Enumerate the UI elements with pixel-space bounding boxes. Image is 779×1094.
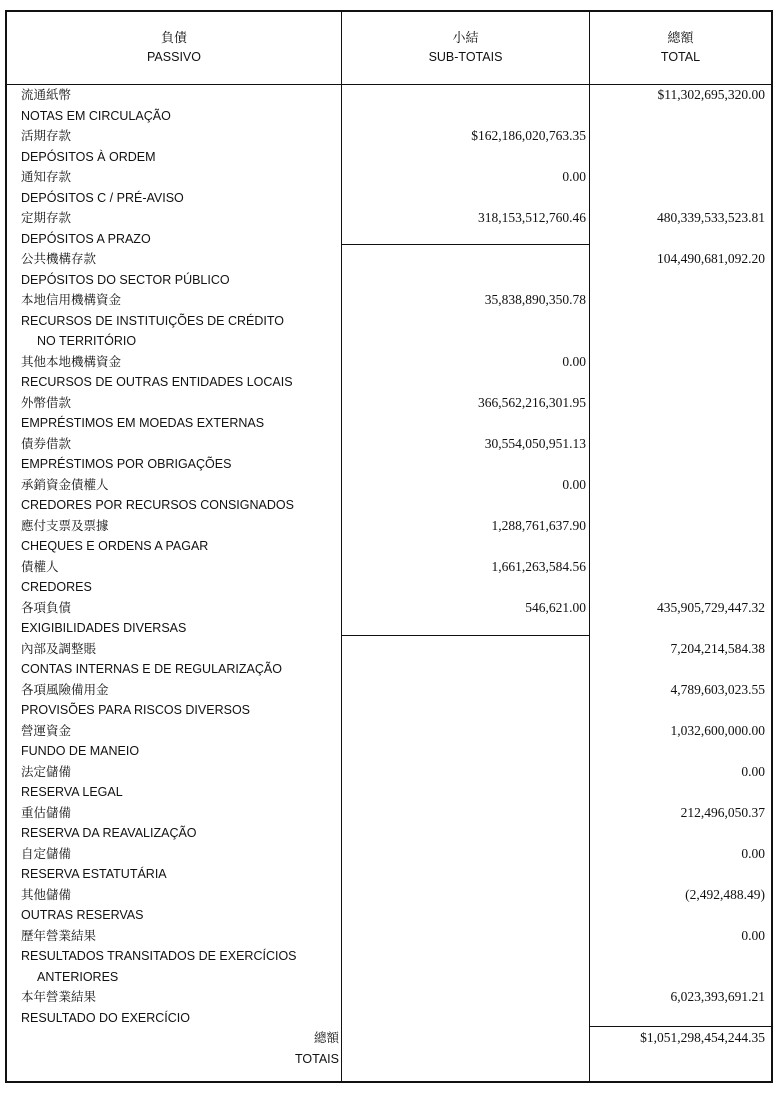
item-label-pt: RESERVA ESTATUTÁRIA	[21, 867, 167, 881]
item-label-zh-text: 歷年營業結果	[21, 927, 97, 943]
item-label-pt: CHEQUES E ORDENS A PAGAR	[21, 539, 209, 553]
item-label-zh	[7, 557, 771, 578]
item-label-zh	[7, 126, 771, 147]
totals-label-pt: TOTAIS	[295, 1051, 339, 1066]
item-label-zh-text: 外幣借款	[21, 394, 72, 410]
total-value: 104,490,681,092.20	[657, 251, 765, 266]
item-label-zh	[7, 434, 771, 455]
header-subtotais	[342, 12, 589, 84]
item-label-zh	[7, 249, 771, 270]
ledger-item	[7, 249, 771, 290]
item-label-zh-text: 應付支票及票據	[21, 517, 109, 533]
item-label-zh	[7, 680, 771, 701]
ledger-item	[7, 85, 771, 126]
total-value: (2,492,488.49)	[685, 886, 765, 902]
ledger-item	[7, 721, 771, 762]
ledger-item	[7, 987, 771, 1028]
subtotal-value: $162,186,020,763.35	[471, 128, 586, 143]
subtotal-value: 318,153,512,760.46	[478, 210, 586, 225]
item-label-zh	[7, 475, 771, 496]
ledger-body	[7, 85, 771, 1069]
ledger-item	[7, 557, 771, 598]
total-value: 1,032,600,000.00	[670, 722, 765, 738]
ledger-item	[7, 639, 771, 680]
header-passivo	[7, 12, 341, 84]
item-label-pt: DEPÓSITOS A PRAZO	[21, 231, 151, 246]
item-label-pt: DEPÓSITOS À ORDEM	[21, 149, 156, 164]
item-label-zh	[7, 987, 771, 1008]
item-label-pt: RECURSOS DE OUTRAS ENTIDADES LOCAIS	[21, 375, 293, 389]
ledger-item	[7, 434, 771, 475]
total-value: 0.00	[741, 845, 765, 861]
ledger-item	[7, 762, 771, 803]
totals-row	[7, 1028, 771, 1069]
item-label-pt: ANTERIORES	[37, 969, 119, 984]
total-value: 435,905,729,447.32	[657, 599, 765, 615]
item-label-zh-text: 公共機構存款	[21, 251, 97, 266]
item-label-zh-text: 活期存款	[21, 128, 72, 143]
subtotal-value: 1,288,761,637.90	[491, 517, 586, 533]
header-pt: TOTAL	[660, 50, 701, 64]
item-label-pt: RESULTADO DO EXERCÍCIO	[21, 1010, 191, 1025]
item-label-zh	[7, 762, 771, 783]
ledger-item	[7, 803, 771, 844]
item-label-zh-text: 其他儲備	[21, 886, 72, 902]
item-label-zh-text: 法定儲備	[21, 763, 72, 779]
ledger-item	[7, 680, 771, 721]
item-label-zh	[7, 926, 771, 947]
subtotal-value: 30,554,050,951.13	[484, 435, 586, 451]
item-label-pt: NO TERRITÓRIO	[37, 334, 137, 348]
header-zh: 負債	[160, 31, 187, 46]
item-label-zh-text: 各項負債	[21, 599, 72, 615]
ledger-item	[7, 844, 771, 885]
item-label-pt: RECURSOS DE INSTITUIÇÕES DE CRÉDITO	[21, 313, 284, 328]
item-label-zh	[7, 885, 771, 906]
item-label-zh-text: 承銷資金債權人	[21, 476, 109, 492]
item-label-zh-text: 各項風險備用金	[21, 681, 109, 697]
balance-sheet-passivo	[5, 10, 773, 1083]
totals-label-zh	[7, 1028, 771, 1049]
item-label-pt: FUNDO DE MANEIO	[21, 744, 140, 758]
item-label-pt: CREDORES POR RECURSOS CONSIGNADOS	[21, 498, 294, 512]
header-pt: PASSIVO	[147, 50, 201, 64]
item-label-zh	[7, 803, 771, 824]
item-label-zh-text: 債券借款	[21, 435, 72, 451]
subtotal-value: 35,838,890,350.78	[484, 292, 586, 307]
total-value: 4,789,603,023.55	[670, 681, 765, 697]
item-label-zh-text: 重估儲備	[21, 804, 72, 820]
item-label-zh-text: 定期存款	[21, 210, 72, 225]
item-label-zh	[7, 85, 771, 106]
item-label-pt: NOTAS EM CIRCULAÇÃO	[21, 108, 171, 123]
item-label-zh-text: 本年營業結果	[21, 989, 97, 1004]
item-label-pt: PROVISÕES PARA RISCOS DIVERSOS	[21, 703, 250, 717]
ledger-item	[7, 393, 771, 434]
header-total	[590, 12, 771, 84]
grand-total-value: $1,051,298,454,244.35	[640, 1030, 765, 1045]
item-label-pt: RESERVA LEGAL	[21, 785, 123, 799]
subtotal-value: 546,621.00	[525, 599, 586, 615]
subtotal-value: 0.00	[562, 476, 586, 492]
ledger-item	[7, 167, 771, 208]
ledger-item	[7, 885, 771, 926]
item-label-pt: EXIGIBILIDADES DIVERSAS	[21, 621, 187, 635]
ledger-item	[7, 598, 771, 639]
header-zh: 總額	[667, 31, 694, 46]
total-value: 212,496,050.37	[680, 804, 765, 820]
item-label-zh-text: 債權人	[21, 558, 59, 574]
total-value: 0.00	[741, 927, 765, 943]
item-label-zh-text: 其他本地機構資金	[21, 353, 122, 369]
item-label-zh	[7, 598, 771, 619]
ledger-item	[7, 516, 771, 557]
item-label-zh	[7, 167, 771, 188]
item-label-zh-text: 內部及調整賬	[21, 640, 97, 656]
item-label-zh	[7, 352, 771, 373]
item-label-pt: CONTAS INTERNAS E DE REGULARIZAÇÃO	[21, 662, 282, 676]
total-value: 480,339,533,523.81	[657, 210, 765, 225]
item-label-zh	[7, 393, 771, 414]
ledger-item	[7, 926, 771, 988]
totals-label-zh-text: 總額	[313, 1030, 339, 1045]
item-label-pt: RESULTADOS TRANSITADOS DE EXERCÍCIOS	[21, 949, 297, 963]
total-value: $11,302,695,320.00	[657, 87, 765, 102]
ledger-item	[7, 208, 771, 249]
item-label-zh-text: 營運資金	[21, 722, 72, 738]
item-label-zh-text: 本地信用機構資金	[21, 292, 122, 307]
item-label-zh-text: 通知存款	[21, 169, 72, 184]
subtotal-value: 0.00	[562, 169, 586, 184]
total-value: 7,204,214,584.38	[670, 640, 765, 656]
ledger-item	[7, 475, 771, 516]
ledger-item	[7, 352, 771, 393]
item-label-pt: DEPÓSITOS C / PRÉ-AVISO	[21, 190, 184, 205]
subtotal-value: 0.00	[562, 353, 586, 369]
total-value: 6,023,393,691.21	[670, 989, 765, 1004]
item-label-pt: CREDORES	[21, 580, 92, 594]
header-zh: 小結	[452, 31, 479, 46]
item-label-pt: DEPÓSITOS DO SECTOR PÚBLICO	[21, 272, 230, 287]
ledger-item	[7, 290, 771, 352]
item-label-zh	[7, 208, 771, 229]
total-value: 0.00	[741, 763, 765, 779]
item-label-zh-text: 自定儲備	[21, 845, 72, 861]
subtotal-value: 366,562,216,301.95	[478, 394, 586, 410]
item-label-zh	[7, 844, 771, 865]
item-label-zh-text: 流通紙幣	[21, 87, 72, 102]
item-label-zh	[7, 639, 771, 660]
subtotal-value: 1,661,263,584.56	[491, 558, 586, 574]
item-label-pt: RESERVA DA REAVALIZAÇÃO	[21, 826, 197, 840]
ledger-item	[7, 126, 771, 167]
item-label-zh	[7, 516, 771, 537]
item-label-pt: EMPRÉSTIMOS POR OBRIGAÇÕES	[21, 457, 232, 471]
header-pt: SUB-TOTAIS	[428, 50, 503, 64]
item-label-pt: EMPRÉSTIMOS EM MOEDAS EXTERNAS	[21, 416, 265, 430]
item-label-zh	[7, 290, 771, 311]
item-label-pt: OUTRAS RESERVAS	[21, 908, 144, 922]
item-label-zh	[7, 721, 771, 742]
